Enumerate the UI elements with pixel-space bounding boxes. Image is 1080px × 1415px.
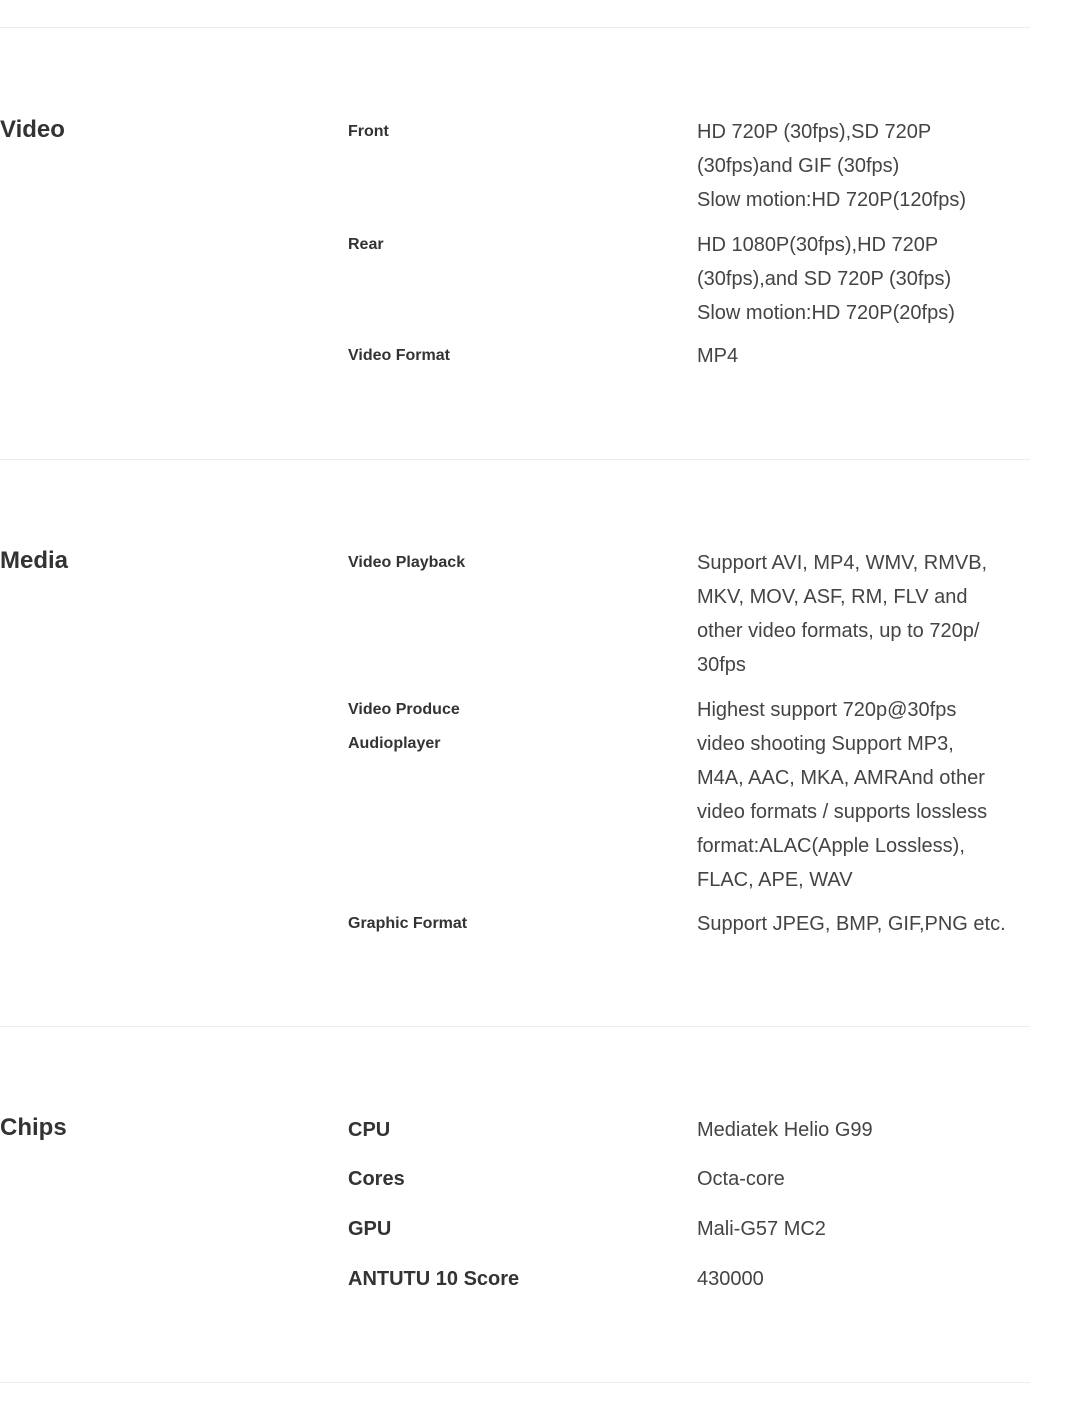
spec-label: GPU xyxy=(348,1218,392,1240)
section-divider xyxy=(0,27,1030,28)
section-divider xyxy=(0,459,1030,460)
section-title: Video xyxy=(0,116,65,143)
spec-value: 430000 xyxy=(697,1268,764,1290)
spec-value: Mediatek Helio G99 xyxy=(697,1119,873,1141)
spec-value: Support JPEG, BMP, GIF,PNG etc. xyxy=(697,913,1006,935)
spec-label: Front xyxy=(348,123,389,140)
spec-value: HD 720P (30fps),SD 720P (30fps)and GIF (30fps) Slow motion:HD 720P(120fps) xyxy=(697,121,967,211)
spec-value: MP4 xyxy=(697,345,739,367)
spec-value: Mali-G57 MC2 xyxy=(697,1218,826,1240)
spec-value: Highest support 720p@30fps video shooting Support MP3, M4A, AAC, MKA, AMRAnd other video formats / supports lossless format:ALAC(Apple Lossless), FLAC, APE, WAV xyxy=(697,699,988,891)
spec-label: Video Playback xyxy=(348,554,466,571)
section-title: Chips xyxy=(0,1114,67,1141)
spec-value: HD 1080P(30fps),HD 720P (30fps),and SD 720P (30fps) Slow motion:HD 720P(20fps) xyxy=(697,234,955,324)
spec-label: Video Produce Audioplayer xyxy=(348,701,460,752)
section-divider xyxy=(0,1382,1030,1383)
spec-label: Cores xyxy=(348,1168,405,1190)
section-divider xyxy=(0,1026,1030,1027)
spec-label: ANTUTU 10 Score xyxy=(348,1268,520,1290)
section-title: Media xyxy=(0,547,69,574)
spec-label: CPU xyxy=(348,1119,391,1141)
spec-value: Support AVI, MP4, WMV, RMVB, MKV, MOV, ASF, RM, FLV and other video formats, up to 720p/ 30fps xyxy=(697,552,988,676)
spec-label: Video Format xyxy=(348,347,450,364)
spec-value: Octa-core xyxy=(697,1168,785,1190)
spec-label: Graphic Format xyxy=(348,915,468,932)
spec-label: Rear xyxy=(348,236,384,253)
